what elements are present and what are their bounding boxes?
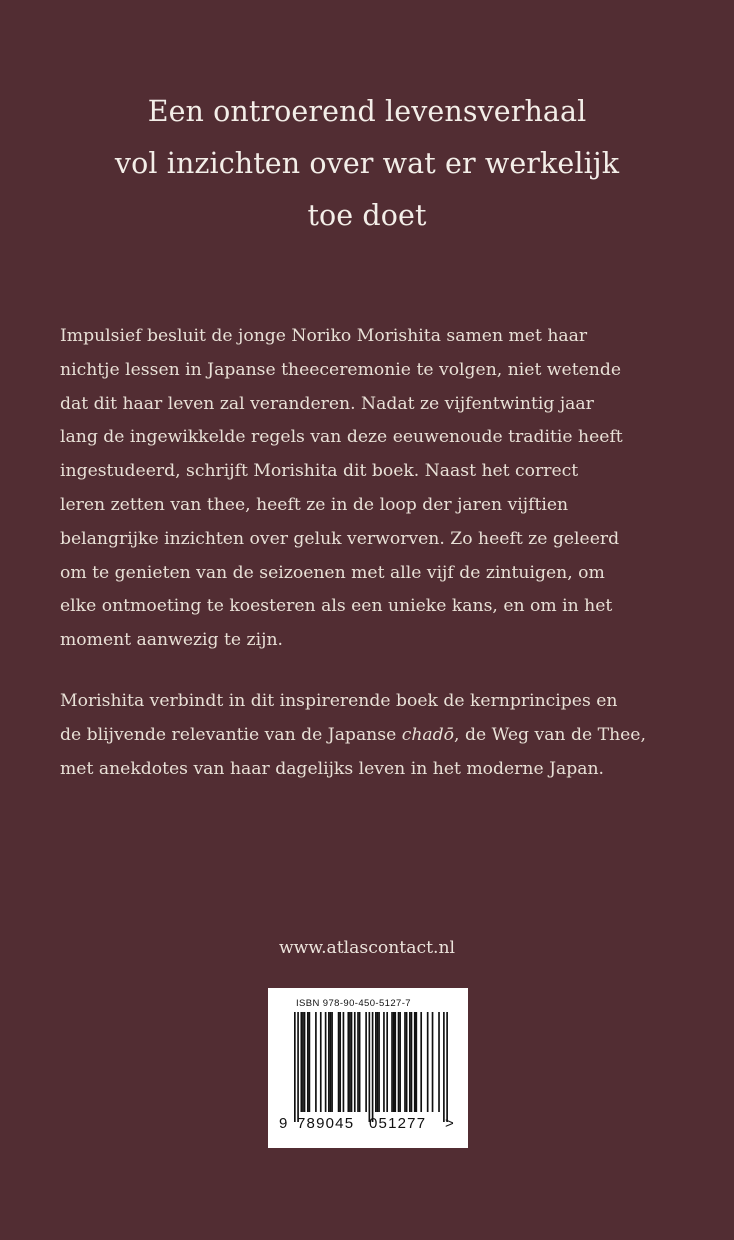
isbn-label: ISBN 978-90-450-5127-7 (296, 998, 411, 1009)
barcode-bar (393, 1012, 395, 1112)
text-line: Impulsief besluit de jonge Noriko Morishita samen met haar (60, 326, 588, 346)
barcode-bar (386, 1012, 388, 1112)
tagline-line-3: toe doet (307, 199, 427, 232)
barcode-bar (409, 1012, 411, 1112)
text-line: nichtje lessen in Japanse theeceremonie te volgen, niet wetende (60, 359, 622, 380)
barcode-guard-bar (372, 1012, 374, 1122)
text-fragment: , de Weg van de Thee, (454, 724, 646, 745)
tagline (0, 86, 734, 242)
barcode-bar (377, 1012, 379, 1112)
barcode-bar (398, 1012, 400, 1112)
text-line: elke ontmoeting te koesteren als een unieke kans, en om in het (60, 596, 613, 617)
blurb-paragraph-2 (60, 685, 700, 786)
ean-digit-first: 9 (279, 1115, 288, 1132)
barcode-bar (315, 1012, 317, 1112)
text-line: moment aanwezig te zijn. (60, 630, 283, 651)
ean-quiet-zone-mark: > (445, 1115, 454, 1132)
barcode-bar (331, 1012, 333, 1112)
barcode-bar (427, 1012, 429, 1112)
barcode-bar (351, 1012, 353, 1112)
italic-term: chadō (401, 724, 455, 745)
text-line: dat dit haar leven zal veranderen. Nadat ze vijfentwintig jaar (60, 393, 594, 414)
text-line: ingestudeerd, schrijft Morishita dit boek. Naast het correct (60, 461, 579, 482)
barcode-bar (357, 1012, 359, 1112)
barcode-bar (349, 1012, 351, 1112)
text-line: om te genieten van de seizoenen met alle vijf de zintuigen, om (60, 562, 605, 583)
barcode-bar (328, 1012, 330, 1112)
barcode-bar (375, 1012, 377, 1112)
barcode-bar (414, 1012, 416, 1112)
text-line: leren zetten van thee, heeft ze in de loop der jaren vijftien (60, 494, 569, 515)
barcode-bar (411, 1012, 413, 1112)
text-line: Morishita verbindt in dit inspirerende boek de kernprincipes en (60, 690, 618, 711)
text-line: belangrijke inzichten over geluk verworven. Zo heeft ze geleerd (60, 528, 620, 549)
text-line (60, 719, 700, 753)
publisher-website: www.atlascontact.nl (278, 938, 456, 958)
barcode-bar (330, 1012, 332, 1112)
tagline-line-2: vol inzichten over wat er werkelijk (114, 147, 620, 180)
barcode-bar (325, 1012, 327, 1112)
isbn-barcode (268, 988, 468, 1148)
text-fragment: de blijvende relevantie van de Japanse (60, 724, 402, 745)
text-line: met anekdotes van haar dagelijks leven in het moderne Japan. (60, 758, 605, 779)
barcode-bar (365, 1012, 367, 1112)
barcode-guard-bar (297, 1012, 299, 1122)
barcode-bar (383, 1012, 385, 1112)
barcode-bar (416, 1012, 418, 1112)
blurb-paragraph-1 (60, 320, 700, 658)
barcode-guard-bar (369, 1012, 371, 1122)
barcode-bar (391, 1012, 393, 1112)
barcode-bar (420, 1012, 422, 1112)
barcode-bar (432, 1012, 434, 1112)
barcode-bar (359, 1012, 361, 1112)
barcode-bar (394, 1012, 396, 1112)
barcode-bar (438, 1012, 440, 1112)
barcode-bar (300, 1012, 302, 1112)
barcode-bar (338, 1012, 340, 1112)
barcode-bar (378, 1012, 380, 1112)
ean-digits-right: 051277 (369, 1115, 427, 1132)
barcode-bar (354, 1012, 356, 1112)
barcode-guard-bar (294, 1012, 296, 1122)
text-line: lang de ingewikkelde regels van deze eeuwenoude traditie heeft (60, 427, 623, 448)
barcode-bar (339, 1012, 341, 1112)
tagline-line-1: Een ontroerend levensverhaal (147, 95, 587, 128)
barcode-bar (406, 1012, 408, 1112)
barcode-bar (347, 1012, 349, 1112)
ean-digits-left: 789045 (297, 1115, 355, 1132)
barcode-bar (302, 1012, 304, 1112)
blurb (60, 320, 700, 786)
barcode-bar (320, 1012, 322, 1112)
barcode-bar (399, 1012, 401, 1112)
barcode-bar (404, 1012, 406, 1112)
barcode-bar (304, 1012, 306, 1112)
barcode-guard-bar (443, 1012, 445, 1122)
barcode-bar (309, 1012, 311, 1112)
barcode-guard-bar (446, 1012, 448, 1122)
barcode-bar (343, 1012, 345, 1112)
barcode-bar (307, 1012, 309, 1112)
